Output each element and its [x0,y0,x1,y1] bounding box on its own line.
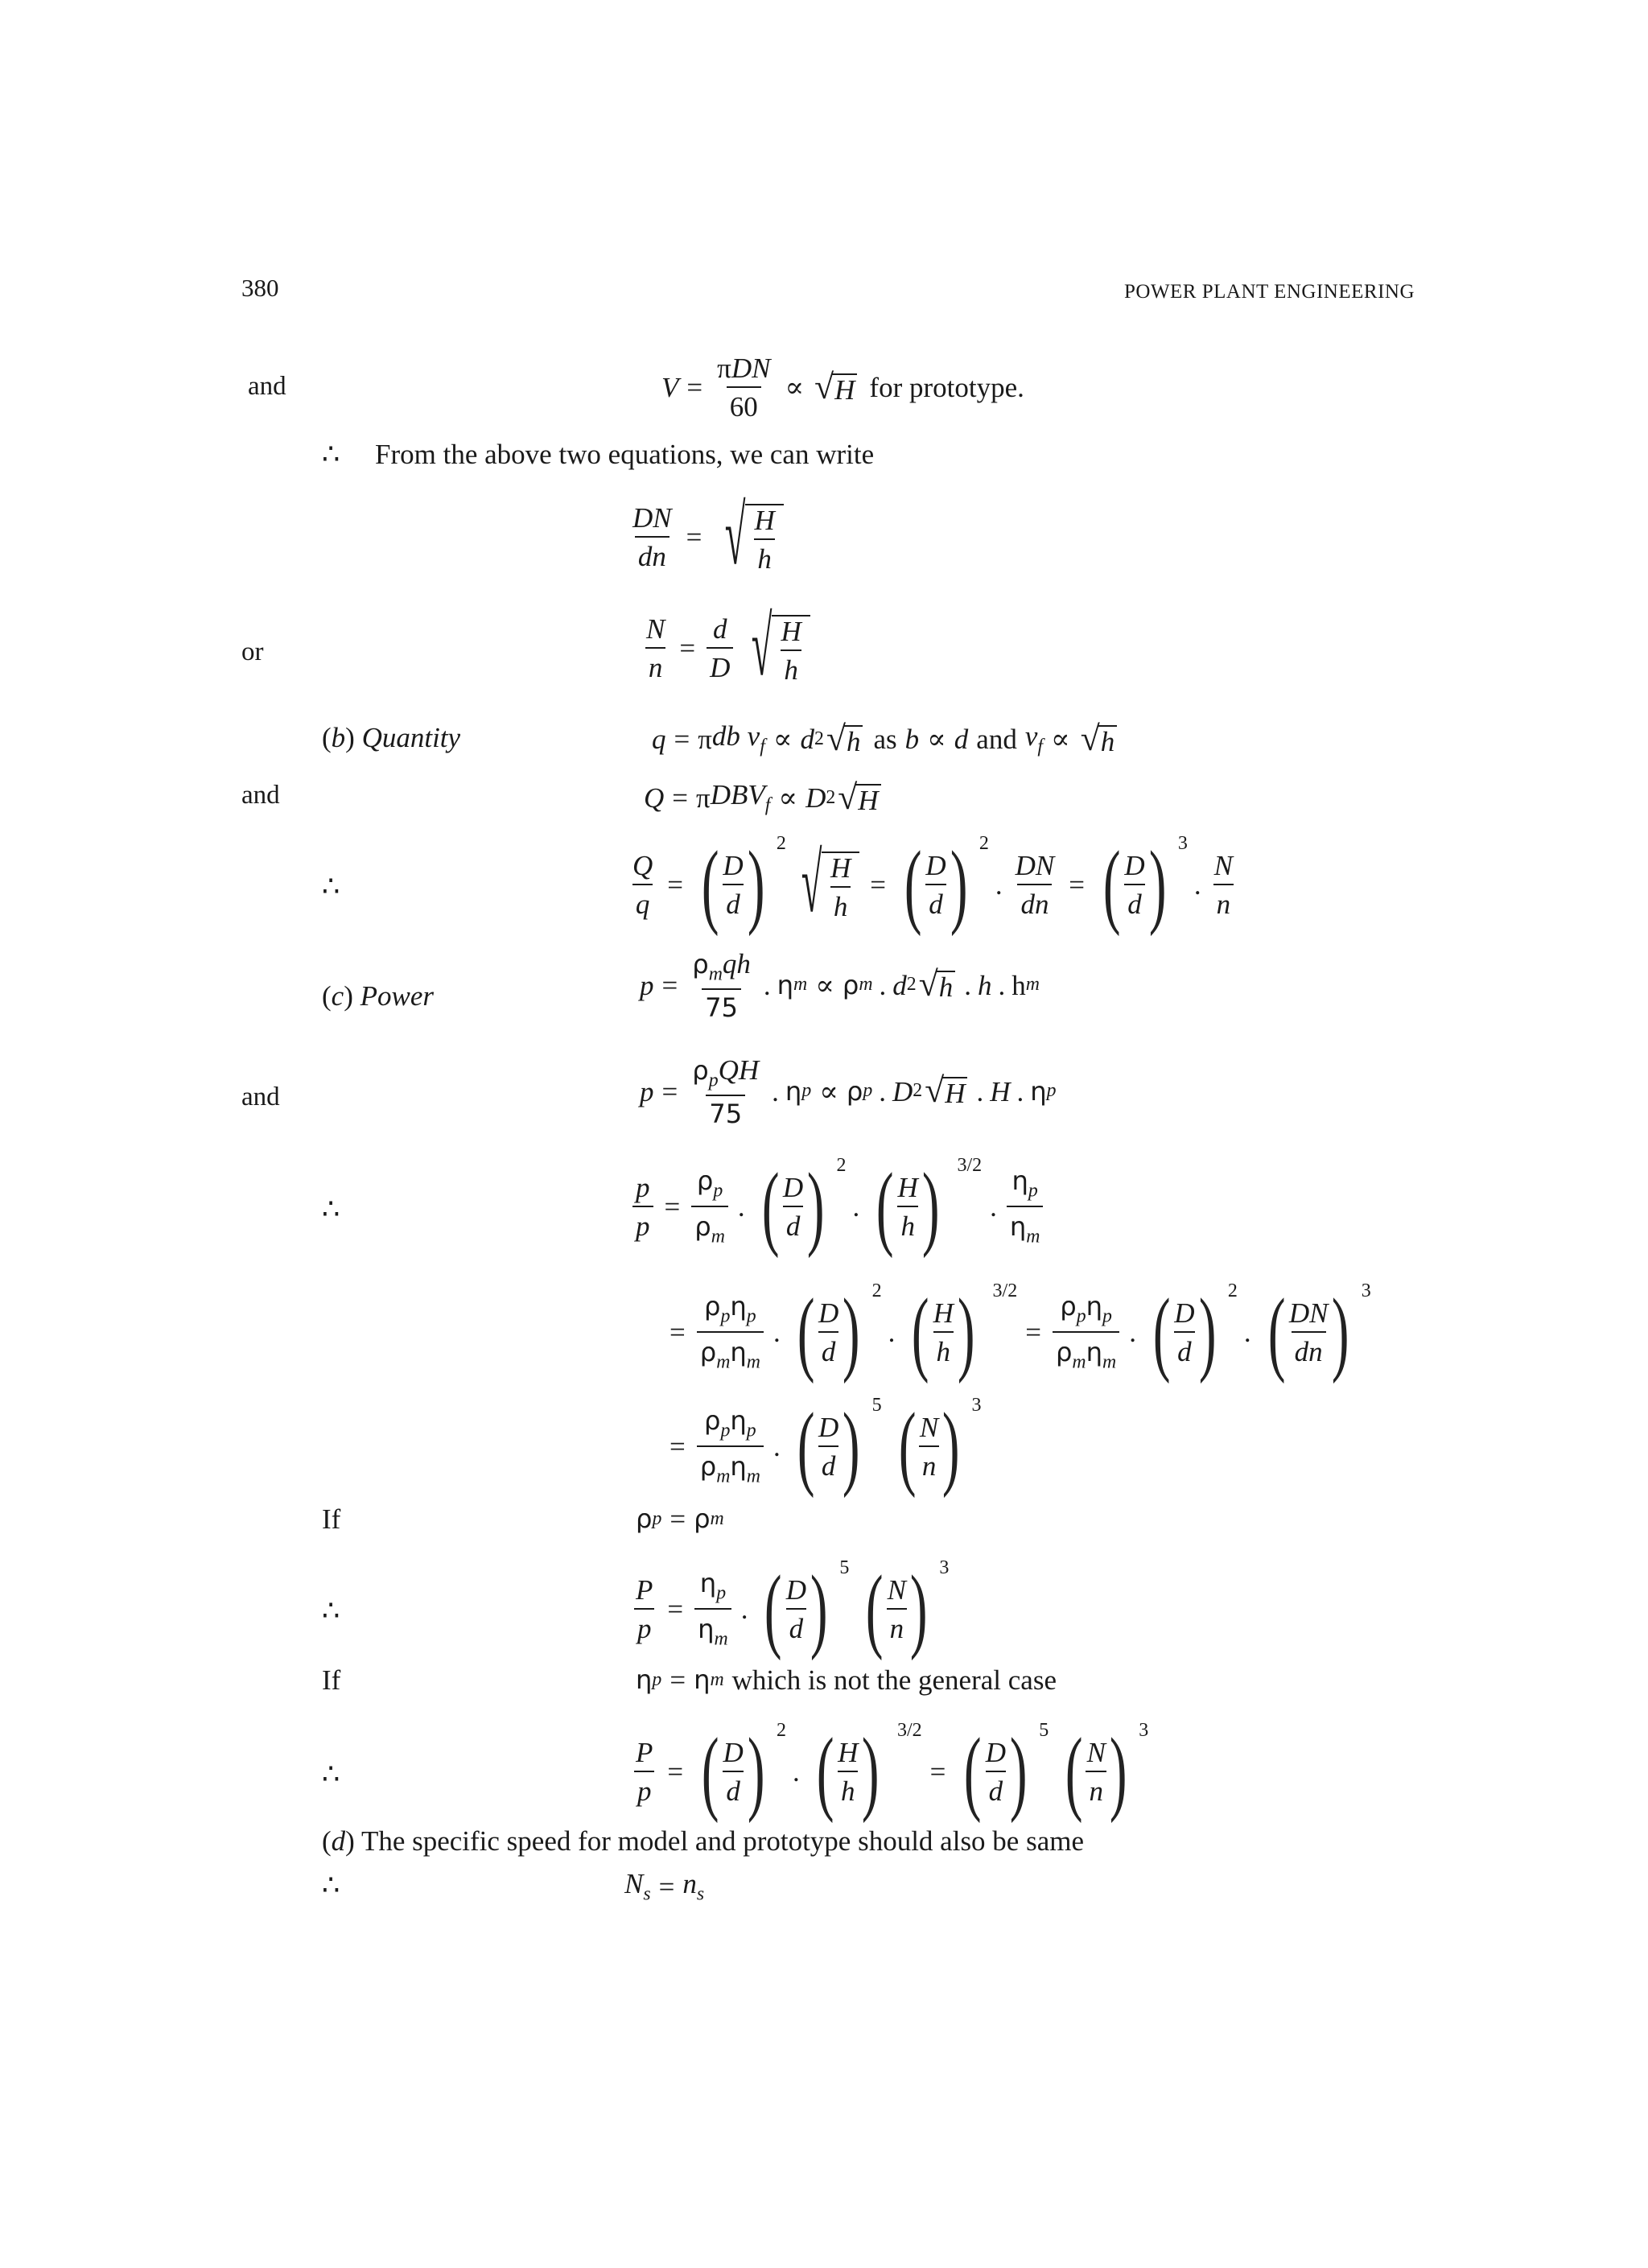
equation-specific-speed: $N_s$ = $n_s$ [624,1868,705,1905]
power-heading: (c) Power [322,980,434,1012]
specific-speed-text: (d) The specific speed for model and prototype should also be same [322,1825,1085,1857]
label-or: or [241,637,264,666]
therefore-4: ∴ [322,1595,340,1627]
for-prototype-text: for prototype. [869,372,1024,403]
equation-quantity-model: q = π db $v_f$ ∝ d 2 √ h as b ∝ d and $v_f$ ∝ √ h [652,722,1119,757]
quantity-heading: (b) Quantity [322,722,461,753]
equation-dn-ratio: $\frac{DN}{dn}$ = √ $\frac{H}{h}$ [626,501,786,573]
equation-power-density-equal: $\frac{P}{p}$ = $\frac{\eta_p}{\eta_m}$ . ( D d ) 5 ( N n ) 3 [629,1561,937,1656]
therefore-1: ∴ [322,439,340,470]
label-if-2: If [322,1664,341,1696]
equation-quantity-ratio: $\frac{Q}{q}$ = ( D d ) 2 √ $\frac{H}{h}$ = ( D d ) 2 . $\frac{DN}{dn}$ = ( D d ) 3 . N n [632,831,1233,937]
equation-power-expand-1: = $\rho_p\eta_p$ $\rho_m\eta_m$ . ( D d ) 2 . ( H h ) 3/2 = $\rho_p\eta_p$ $\rho_m\eta_m$ . ( D d ) 2 . ( DN dn ) 3 [670,1279,1371,1384]
label-and-3: and [241,1082,280,1111]
equation-power-model: p = $\rho_mqh$ 75 . η m ∝ ρ m . d 2 √ h . h . h m [640,948,1040,1024]
therefore-2: ∴ [322,871,340,902]
label-if-1: If [322,1503,341,1535]
equation-speed-ratio: $\frac{N}{n}$ = $\frac{d}{D}$ √ $\frac{H}{h}$ [640,612,813,684]
equation-power-final: $\frac{P}{p}$ = ( D d ) 2 . ( H h ) 3/2 = ( D d ) 5 ( N n ) 3 [629,1724,1137,1819]
equation-quantity-prototype: Q = π $DBV_f$ ∝ D 2 √ H [644,781,884,816]
not-general-text: which is not the general case [731,1664,1057,1696]
therefore-6: ∴ [322,1870,340,1901]
equation-power-expand-2: = $\rho_p\eta_p$ $\rho_m\eta_m$ . ( D d ) 5 ( N n ) 3 [670,1393,982,1499]
equation-power-prototype: p = $\rho_pQH$ 75 . η p ∝ ρ p . D 2 √ H . H . η p [640,1054,1057,1130]
running-title: POWER PLANT ENGINEERING [1123,281,1415,303]
from-above-text: From the above two equations, we can write [375,439,875,470]
equation-velocity: V = πDN 60 ∝ √ H for prototype. [661,353,1024,423]
therefore-5: ∴ [322,1759,340,1790]
label-and-1: and [248,372,286,401]
equation-efficiency-equal: η p = η m which is not the general case [636,1664,1057,1696]
therefore-3: ∴ [322,1194,340,1225]
equation-density-equal: ρ p = ρ m [636,1503,724,1535]
label-and-2: and [241,781,280,810]
equation-power-ratio: $\frac{p}{p}$ = $\frac{\rho_p}{\rho_m}$ . ( D d ) 2 . ( H h ) 3/2 . $\eta_p$ $\eta_m$ [629,1159,1046,1254]
page-number: 380 [241,274,279,302]
